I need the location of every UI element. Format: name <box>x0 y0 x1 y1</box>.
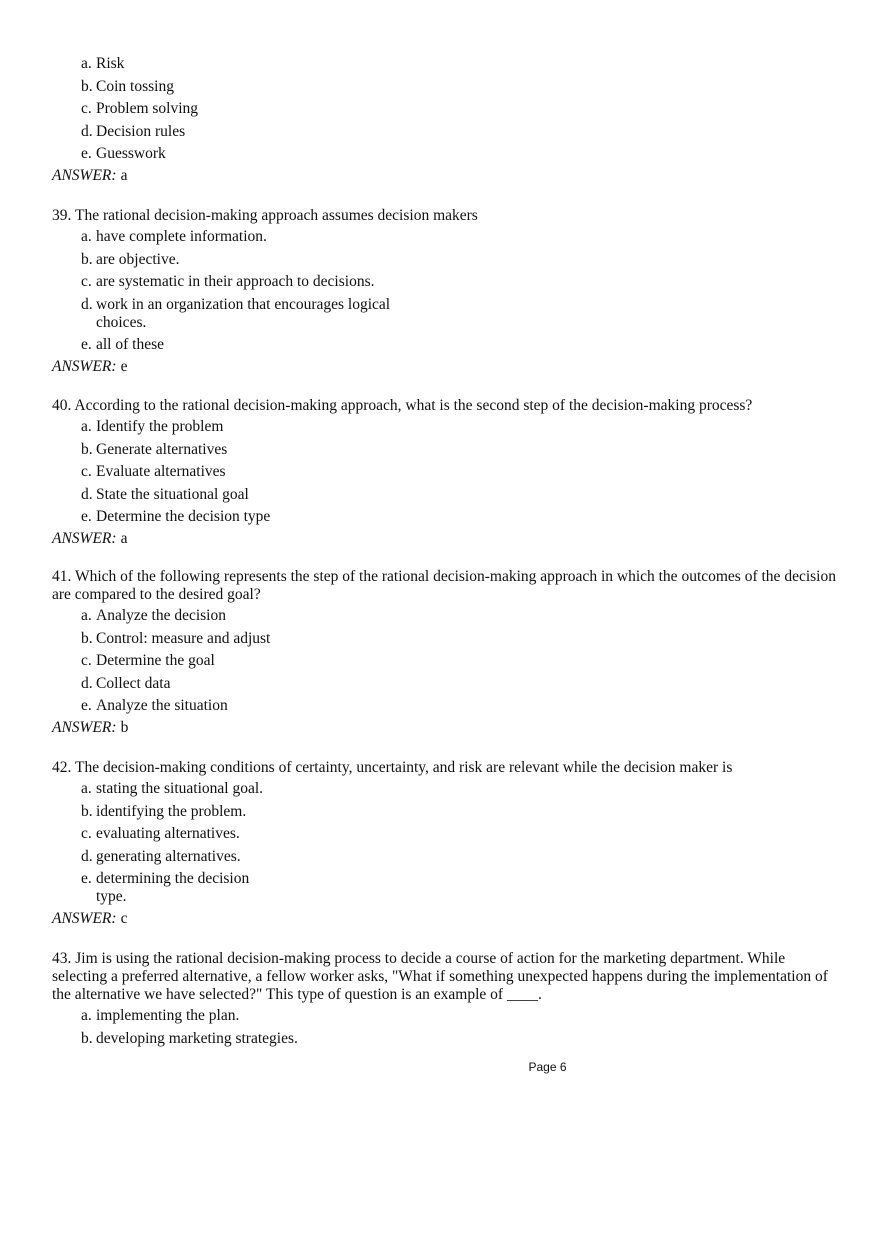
option-a: a. Risk <box>81 55 125 72</box>
option-d: d. State the situational goal <box>81 485 249 503</box>
options-list <box>52 607 842 715</box>
option-b: b. are objective. <box>81 250 180 268</box>
option-a: a. Analyze the decision <box>81 607 226 624</box>
options-list <box>52 55 842 163</box>
option-d: d. Decision rules <box>81 122 186 140</box>
option-c: c. are systematic in their approach to decisions. <box>81 273 375 290</box>
option-d: d. generating alternatives. <box>81 847 241 865</box>
question-42 <box>52 759 842 928</box>
options-list <box>52 228 842 354</box>
option-a: a. Identify the problem <box>81 418 224 435</box>
question-text: 39. The rational decision-making approach assumes decision makers <box>52 207 478 224</box>
option-e: e. determining the decision type. <box>81 870 250 905</box>
option-b: b. Control: measure and adjust <box>81 629 271 647</box>
option-c: c. Problem solving <box>81 100 199 117</box>
question-38 <box>52 52 842 185</box>
question-41 <box>52 568 842 737</box>
option-c: c. Determine the goal <box>81 652 215 669</box>
option-e: e. Analyze the situation <box>81 697 228 714</box>
option-a: a. implementing the plan. <box>81 1007 240 1024</box>
options-list <box>52 1007 842 1048</box>
option-a: a. stating the situational goal. <box>81 780 264 797</box>
option-c: c. evaluating alternatives. <box>81 825 240 842</box>
page-number: Page 6 <box>528 1060 567 1074</box>
answer-line: ANSWER: e <box>52 358 128 375</box>
option-e: e. Guesswork <box>81 145 166 162</box>
option-b: b. developing marketing strategies. <box>81 1029 298 1047</box>
question-40 <box>52 397 842 548</box>
question-43 <box>52 950 842 1048</box>
question-39 <box>52 207 842 376</box>
option-e: e. Determine the decision type <box>81 508 271 525</box>
answer-line: ANSWER: b <box>52 719 129 736</box>
options-list <box>52 418 842 526</box>
page-footer <box>0 1060 880 1074</box>
question-text: 40. According to the rational decision-making approach, what is the second step of the decision-making process? <box>52 397 753 414</box>
option-d: d. work in an organization that encourages logical choices. <box>81 295 391 331</box>
question-text: 42. The decision-making conditions of certainty, uncertainty, and risk are relevant while the decision maker is <box>52 759 733 776</box>
option-b: b. Coin tossing <box>81 77 174 95</box>
option-d: d. Collect data <box>81 674 171 692</box>
question-text: 43. Jim is using the rational decision-making process to decide a course of action for the marketing department. While selecting a preferred alternative, a fellow worker asks, "What if something unexpected happens during the implementation of the alternative we have selected?" This type of question is an example of ____. <box>52 950 828 1003</box>
option-a: a. have complete information. <box>81 228 267 245</box>
question-text: 41. Which of the following represents the step of the rational decision-making approach in which the outcomes of the decision are compared to the desired goal? <box>52 568 836 603</box>
answer-line: ANSWER: a <box>52 530 128 547</box>
option-c: c. Evaluate alternatives <box>81 463 226 480</box>
options-list <box>52 780 842 906</box>
option-e: e. all of these <box>81 336 165 353</box>
answer-line: ANSWER: a <box>52 167 128 184</box>
option-b: b. Generate alternatives <box>81 440 228 458</box>
answer-line: ANSWER: c <box>52 910 128 927</box>
option-b: b. identifying the problem. <box>81 802 247 820</box>
